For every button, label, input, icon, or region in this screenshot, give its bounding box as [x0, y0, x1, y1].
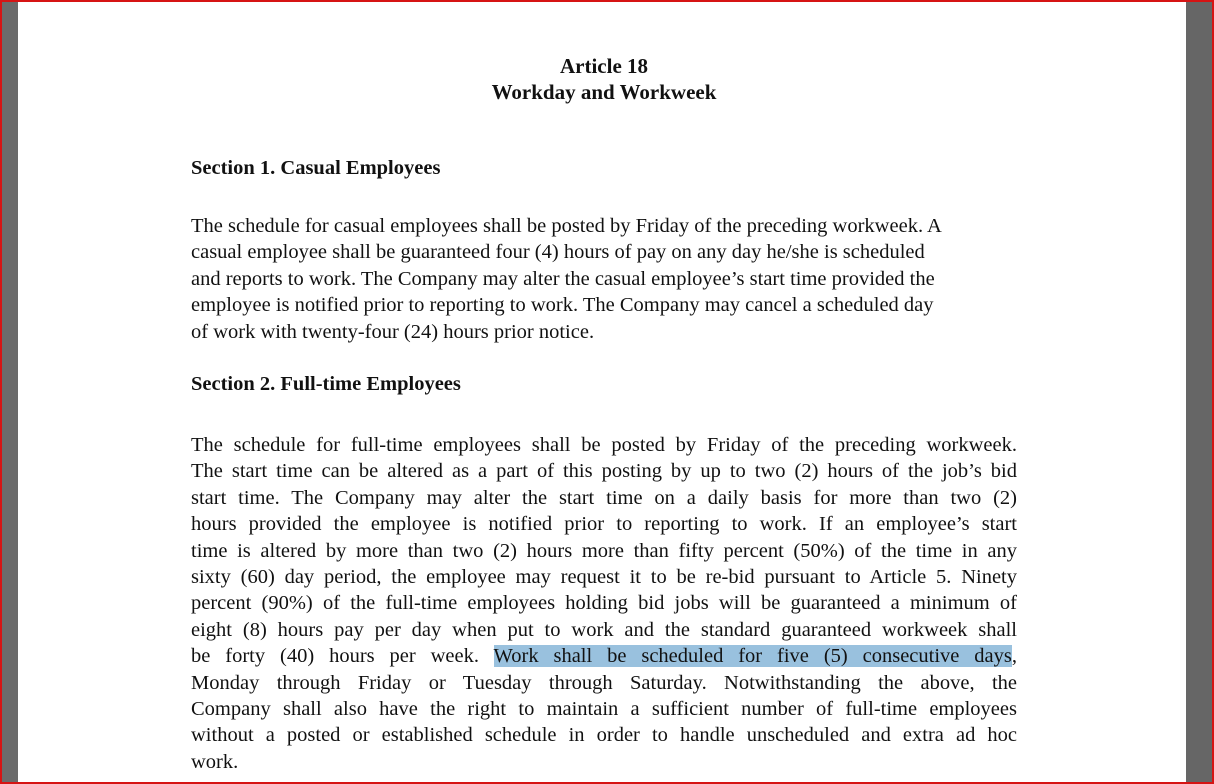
- section1-paragraph[interactable]: [191, 213, 1017, 345]
- paragraph-line: without a posted or established schedule in order to handle unscheduled and extra ad hoc: [191, 724, 1017, 747]
- paragraph-line: eight (8) hours pay per day when put to work and the standard guaranteed workweek shall: [191, 618, 1017, 641]
- paragraph-line: The schedule for casual employees shall be posted by Friday of the preceding workweek. A: [191, 215, 942, 237]
- article-title: [18, 53, 1190, 105]
- article-title-text: Workday and Workweek: [491, 80, 717, 104]
- paragraph-line: of work with twenty-four (24) hours prior notice.: [191, 320, 595, 343]
- paragraph-line: hours provided the employee is notified prior to reporting to work. If an employee’s start: [191, 513, 1017, 536]
- paragraph-line: Company shall also have the right to maintain a sufficient number of full-time employees: [191, 698, 1017, 721]
- article-number: Article 18: [559, 54, 649, 78]
- paragraph-line: and reports to work. The Company may alter the casual employee’s start time provided the: [191, 267, 935, 290]
- line-text-after: ,: [1011, 645, 1017, 668]
- text-selection-highlight[interactable]: Work shall be scheduled for five (5) consecutive days: [493, 645, 1012, 668]
- document-page[interactable]: [18, 2, 1186, 784]
- section1-heading: Section 1. Casual Employees: [191, 157, 441, 179]
- section2-heading: Section 2. Full-time Employees: [191, 373, 461, 395]
- paragraph-line: time is altered by more than two (2) hours more than fifty percent (50%) of the time in any: [191, 539, 1017, 562]
- paragraph-line: casual employee shall be guaranteed four (4) hours of pay on any day he/she is scheduled: [191, 241, 925, 264]
- scroll-gutter[interactable]: [1186, 2, 1212, 782]
- paragraph-line: percent (90%) of the full-time employees holding bid jobs will be guaranteed a minimum of: [191, 592, 1017, 615]
- paragraph-line-highlighted: [191, 643, 1017, 669]
- section2-paragraph[interactable]: [191, 432, 1017, 775]
- paragraph-line: The schedule for full-time employees shall be posted by Friday of the preceding workweek.: [191, 434, 1017, 456]
- paragraph-line: employee is notified prior to reporting to work. The Company may cancel a scheduled day: [191, 294, 934, 317]
- left-gutter: [2, 2, 18, 782]
- paragraph-line: sixty (60) day period, the employee may request it to be re-bid pursuant to Article 5. Ninety: [191, 566, 1017, 589]
- paragraph-line: The start time can be altered as a part of this posting by up to two (2) hours of the job’s bid: [191, 460, 1017, 483]
- line-text-before: be forty (40) hours per week.: [191, 645, 494, 668]
- paragraph-line: start time. The Company may alter the start time on a daily basis for more than two (2): [191, 486, 1017, 509]
- paragraph-line: Monday through Friday or Tuesday through Saturday. Notwithstanding the above, the: [191, 671, 1017, 694]
- paragraph-line: work.: [191, 750, 239, 773]
